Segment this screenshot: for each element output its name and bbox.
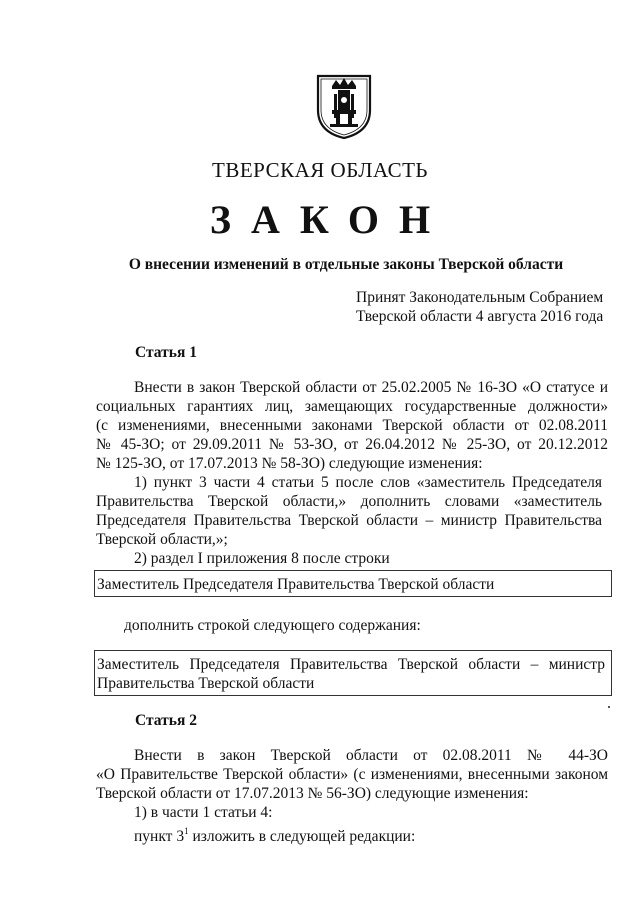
text-line: Тверской области,»; [96, 531, 228, 548]
text-line: Внести в закон Тверской области от 02.08.2011 № 44-ЗО [134, 747, 608, 764]
table-cell-text: Заместитель Председателя Правительства Тверской области [97, 576, 495, 593]
adoption-line-1: Принят Законодательным Собранием [356, 289, 604, 306]
article-1-heading: Статья 1 [135, 344, 197, 361]
table-row-new [94, 650, 612, 696]
text-line: Правительства Тверской области,» дополнить словами «заместитель [96, 493, 602, 510]
text-line: № 45-ЗО; от 29.09.2011 № 53-ЗО, от 26.04.2012 № 25-ЗО, от 20.12.2012 [96, 436, 608, 453]
point-suffix: изложить в следующей редакции: [188, 828, 416, 845]
adoption-note [356, 288, 603, 326]
coat-of-arms-emblem [314, 70, 374, 140]
article-1-item-1 [96, 473, 602, 549]
table-cell-text-line: Правительства Тверской области [97, 675, 315, 692]
adoption-line-2: Тверской области 4 августа 2016 года [356, 308, 604, 325]
document-type-title: ЗАКОН [209, 197, 451, 242]
article-2-heading: Статья 2 [135, 712, 197, 729]
text-line: Внести в закон Тверской области от 25.02.2005 № 16-ЗО «О статусе и [134, 379, 608, 396]
text-line: Председателя Правительства Тверской области – министр Правительства [96, 512, 602, 529]
article-1-intro [96, 378, 608, 473]
article-2-body [96, 746, 608, 846]
text-line: социальных гарантиях лиц, замещающих государственные должности» [96, 398, 608, 415]
point-superscript: 1 [184, 826, 189, 836]
region-title: ТВЕРСКАЯ ОБЛАСТЬ [212, 158, 428, 182]
text-line: (с изменениями, внесенными законами Тверской области от 02.08.2011 [96, 417, 608, 434]
law-subject: О внесении изменений в отдельные законы Тверской области [128, 256, 564, 273]
text-line: Тверской области от 17.07.2013 № 56-ЗО) следующие изменения: [96, 785, 529, 802]
point-line [96, 822, 608, 846]
point-prefix: пункт 3 [134, 828, 185, 845]
text-line: № 125-ЗО, от 17.07.2013 № 58-ЗО) следующие изменения: [96, 455, 483, 472]
text-line: «О Правительстве Тверской области» (с изменениями, внесенными законом [96, 766, 608, 783]
article-1-item-2: 2) раздел I приложения 8 после строки [134, 550, 390, 567]
table-cell-text-line: Заместитель Председателя Правительства Тверской области – министр [97, 656, 605, 673]
text-line: 1) пункт 3 части 4 статьи 5 после слов «заместитель Председателя [134, 474, 602, 491]
table-row-existing [94, 570, 612, 597]
text-line: 1) в части 1 статьи 4: [134, 804, 273, 821]
scan-speck [608, 706, 610, 708]
add-row-instruction: дополнить строкой следующего содержания: [124, 617, 421, 634]
